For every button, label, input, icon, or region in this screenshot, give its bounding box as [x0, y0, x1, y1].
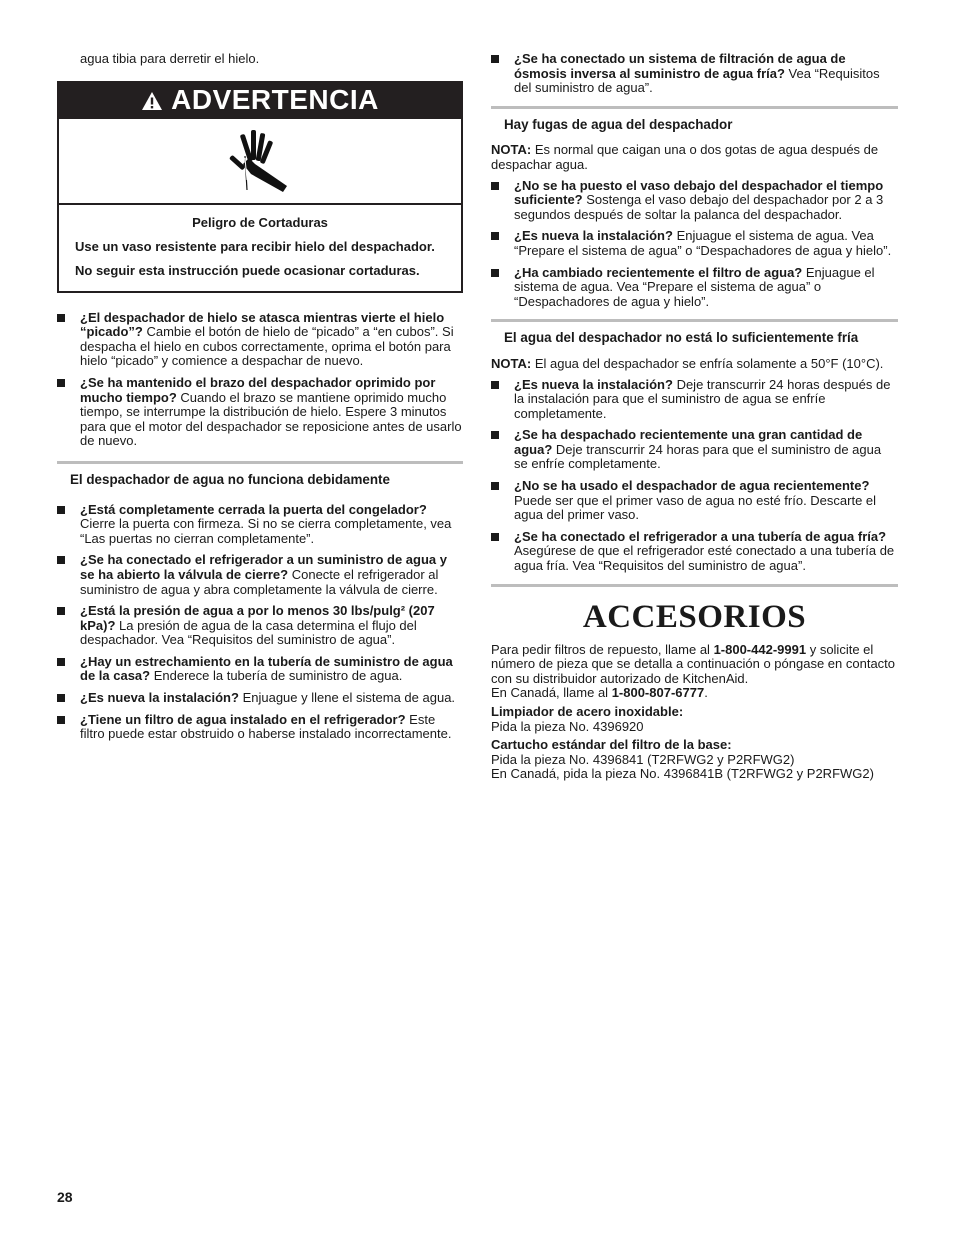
warning-box — [57, 81, 463, 293]
list-item — [57, 604, 463, 648]
warning-body — [59, 205, 461, 291]
bullet-question: ¿Tiene un filtro de agua instalado en el refrigerador? — [80, 711, 406, 727]
list-item — [491, 229, 898, 258]
cleaner-label: Limpiador de acero inoxidable: — [491, 704, 684, 719]
bullet-text: Conecte el refrigerador al suministro de agua y abra completamente la válvula de cierre. — [80, 566, 439, 597]
bullet-question: ¿Se ha conectado el refrigerador a una tubería de agua fría? — [514, 528, 887, 544]
warning-consequence: No seguir esta instrucción puede ocasionar cortaduras. — [75, 262, 420, 278]
warning-instruction: Use un vaso resistente para recibir hielo del despachador. — [75, 238, 435, 254]
bullet-text: Enjuague y llene el sistema de agua. — [238, 690, 456, 706]
text-span: Para pedir filtros de repuesto, llame al — [491, 641, 714, 657]
bullet-text: Este filtro puede estar obstruido o haberse instalado incorrectamente. — [80, 711, 452, 742]
bullet-question: ¿Está la presión de agua a por lo menos 30 lbs/pulg² (207 kPa)? — [80, 603, 435, 633]
ice-bullet-list — [57, 311, 463, 449]
list-item — [491, 179, 898, 223]
bullet-text: Enjuague el sistema de agua. Vea “Prepare el sistema de agua” o “Despachadores de agua y hielo”. — [514, 228, 892, 258]
phone-number-canada: 1-800-807-6777 — [611, 685, 705, 701]
cold-note — [491, 357, 898, 372]
list-item — [57, 503, 463, 547]
bullet-text: Enderece la tubería de suministro de agua. — [150, 668, 403, 684]
bullet-question: ¿Se ha despachado recientemente una gran cantidad de agua? — [514, 427, 863, 457]
bullet-square-icon — [491, 269, 499, 277]
bullet-square-icon — [57, 716, 65, 724]
phone-number: 1-800-442-9991 — [713, 641, 807, 657]
bullet-square-icon — [491, 431, 499, 439]
text-span: En Canadá, llame al — [491, 685, 612, 701]
list-item — [57, 655, 463, 684]
bullet-text: Asegúrese de que el refrigerador esté conectado a una tubería de agua fría. Vea “Requisitos del suministro de agua”. — [514, 543, 895, 574]
left-column — [57, 52, 463, 749]
note-text: El agua del despachador se enfría solamente a 50°F (10°C). — [531, 355, 884, 371]
bullet-square-icon — [57, 556, 65, 564]
note-text: Es normal que caigan una o dos gotas de agua después de despachar agua. — [491, 142, 879, 172]
cleaner-part: Pida la pieza No. 4396920 — [491, 718, 644, 734]
text-span: y solicite el número de pieza que se detalla a continuación o póngase en contacto con su distribuidor autorizado de KitchenAid. — [491, 641, 896, 686]
list-item — [491, 378, 898, 422]
filter-part: Pida la pieza No. 4396841 (T2RFWG2 y P2RFWG2) — [491, 751, 795, 767]
note-label: NOTA: — [491, 355, 532, 371]
filter-part-canada: En Canadá, pida la pieza No. 4396841B (T2RFWG2 y P2RFWG2) — [491, 766, 874, 782]
list-item — [57, 713, 463, 742]
bullet-text: Cuando el brazo se mantiene oprimido mucho tiempo, se interrumpe la distribución de hielo. Espere 3 minutos para que el motor del despachador se reposicione antes de usarlo de nuevo. — [80, 389, 462, 449]
leak-note — [491, 143, 898, 172]
bullet-text: Deje transcurrir 24 horas después de la instalación para que el suministro de agua se enfríe completamente. — [514, 376, 891, 421]
bullet-text: Vea “Requisitos del suministro de agua”. — [514, 65, 880, 96]
bullet-text: Enjuague el sistema de agua. Vea “Prepare el sistema de agua” o “Despachadores de agua y hielo”. — [514, 264, 875, 309]
list-item — [57, 553, 463, 597]
water-dispenser-heading: El despachador de agua no funciona debidamente — [57, 461, 463, 495]
bullet-square-icon — [491, 182, 499, 190]
right-column — [491, 52, 898, 786]
bullet-text: Cambie el botón de hielo de “picado” a “en cubos”. Si despacha el hielo en cubos correctamente, oprima el botón para hielo “picado” y comience a despachar de nuevo. — [80, 324, 454, 369]
hand-cut-hazard-icon — [229, 128, 291, 194]
leak-heading: Hay fugas de agua del despachador — [491, 106, 898, 140]
accesorios-title: ACCESORIOS — [582, 598, 807, 635]
bullet-question: ¿Es nueva la instalación? — [80, 690, 239, 706]
bullet-square-icon — [491, 55, 499, 63]
accesorios-intro — [491, 643, 898, 701]
bullet-question: ¿Está completamente cerrada la puerta del congelador? — [80, 501, 427, 517]
warning-triangle-icon — [141, 91, 163, 111]
ro-bullet-list — [491, 52, 898, 96]
leak-bullet-list — [491, 179, 898, 310]
bullet-text: Puede ser que el primer vaso de agua no esté frío. Descarte el agua del primer vaso. — [514, 492, 877, 523]
cold-water-heading: El agua del despachador no está lo suficientemente fría — [491, 319, 898, 353]
note-label: NOTA: — [491, 142, 532, 158]
list-item — [57, 311, 463, 369]
bullet-square-icon — [57, 607, 65, 615]
bullet-question: ¿Se ha conectado un sistema de filtración de agua de ósmosis inversa al suministro de agua fría? — [514, 51, 846, 81]
warning-icon-area — [59, 119, 461, 205]
warning-header — [59, 83, 461, 119]
bullet-square-icon — [57, 506, 65, 514]
bullet-square-icon — [57, 694, 65, 702]
bullet-square-icon — [57, 314, 65, 322]
bullet-text: Deje transcurrir 24 horas para que el suministro de agua se enfríe completamente. — [514, 441, 882, 472]
bullet-square-icon — [57, 379, 65, 387]
list-item — [57, 376, 463, 449]
list-item — [491, 52, 898, 96]
bullet-square-icon — [57, 658, 65, 666]
cleaner-entry — [491, 705, 898, 734]
bullet-question: ¿Ha cambiado recientemente el filtro de agua? — [514, 264, 803, 280]
bullet-question: ¿Es nueva la instalación? — [514, 376, 673, 392]
bullet-text: Sostenga el vaso debajo del despachador por 2 a 3 segundos después de soltar la palanca del despachador. — [514, 192, 884, 222]
page-number: 28 — [57, 1189, 73, 1205]
list-item — [491, 479, 898, 523]
list-item — [57, 691, 463, 706]
intro-text: agua tibia para derretir el hielo. — [80, 51, 260, 66]
list-item — [491, 266, 898, 310]
bullet-question: ¿No se ha usado el despachador de agua recientemente? — [514, 478, 870, 494]
bullet-question: ¿El despachador de hielo se atasca mientras vierte el hielo “picado”? — [80, 309, 445, 340]
cold-bullet-list — [491, 378, 898, 574]
bullet-question: ¿Se ha mantenido el brazo del despachador oprimido por mucho tiempo? — [80, 374, 436, 405]
bullet-square-icon — [491, 232, 499, 240]
warning-hazard-title: Peligro de Cortaduras — [192, 214, 328, 230]
accesorios-divider — [491, 584, 898, 587]
bullet-square-icon — [491, 533, 499, 541]
bullet-question: ¿No se ha puesto el vaso debajo del despachador el tiempo suficiente? — [514, 177, 884, 208]
bullet-text: Cierre la puerta con firmeza. Si no se cierra completamente, vea “Las puertas no cierran completamente”. — [80, 516, 452, 546]
list-item — [491, 530, 898, 574]
bullet-question: ¿Hay un estrechamiento en la tubería de suministro de agua de la casa? — [80, 653, 453, 684]
bullet-text: La presión de agua de la casa determina el flujo del despachador. Vea “Requisitos del suministro de agua”. — [80, 617, 417, 648]
water-bullet-list — [57, 503, 463, 742]
bullet-square-icon — [491, 482, 499, 490]
text-span: . — [704, 685, 708, 701]
list-item — [491, 428, 898, 472]
filter-label: Cartucho estándar del filtro de la base: — [491, 737, 732, 753]
warning-title: ADVERTENCIA — [171, 84, 379, 116]
bullet-question: ¿Es nueva la instalación? — [514, 228, 673, 244]
bullet-square-icon — [491, 381, 499, 389]
filter-entry — [491, 738, 898, 782]
bullet-question: ¿Se ha conectado el refrigerador a un suministro de agua y se ha abierto la válvula de cierre? — [80, 552, 447, 582]
